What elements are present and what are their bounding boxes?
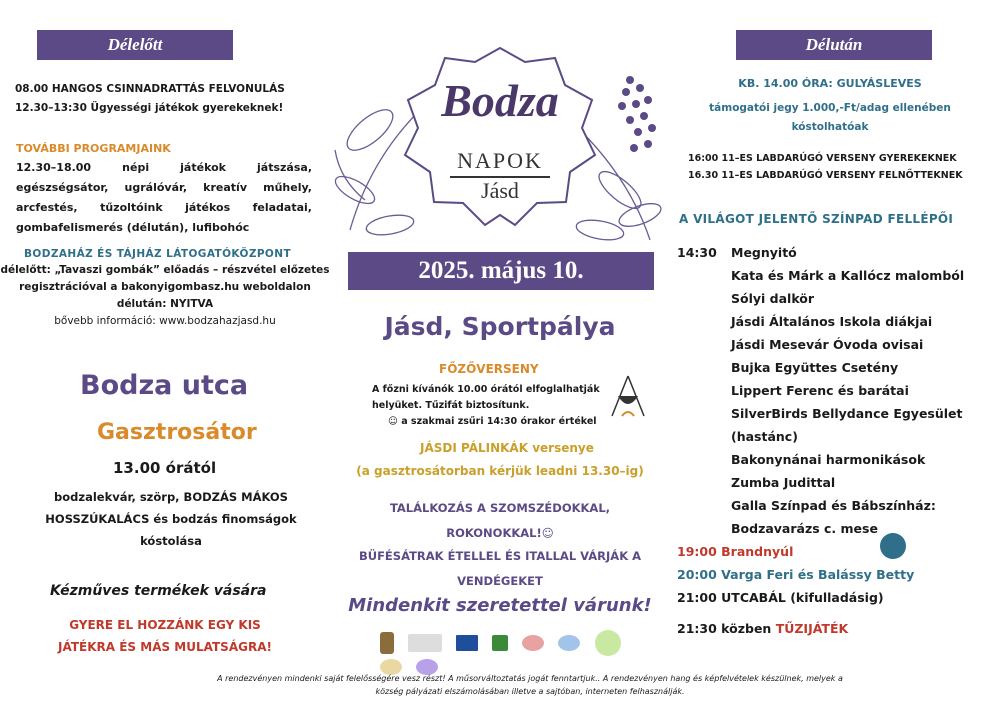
palinka-contest-title: JÁSDI PÁLINKÁK versenye [420,441,594,455]
footer-disclaimer: A rendezvényen mindenki saját felelősségére vesz részt! A műsorváltoztatás jogát fenntartjuk.. A rendezvényen hang és képfelvételek készülnek, melyek a község pályázati elszámolásában illetve a sajtóban, interneten felhasználják. [217,674,843,696]
eu-fund-logo [408,634,442,652]
cooking-contest-title: FŐZŐVERSENY [439,362,539,376]
buffet-text: BÜFÉSÁTRAK ÉTELLEL ÉS ITALLAL VÁRJÁK A VENDÉGEKET [358,549,642,588]
evening-row: 19:00 Brandnyúl [677,544,794,559]
partner-logo-1 [522,635,544,651]
elderberry-cluster-right [618,76,656,152]
crafts-title: Kézműves termékek vására [50,583,267,599]
gastro-description: bodzalekvár, szörp, BODZÁS MÁKOS HOSSZÚKALÁCS és bodzás finomságok kóstolása [45,490,297,548]
more-programs-text: 12.30–18.00 népi játékok játszása, egészségsátor, ugrálóvár, kreatív műhely, arcfestés, tűzoltóink játékos feladatai, gombafelismerés (délután), lufibohóc [16,161,312,234]
invite-text: GYERE EL HOZZÁNK EGY KIS JÁTÉKRA ÉS MÁS MULATSÁGRA! [58,618,272,654]
evening-row: 21:30 közben TŰZIJÁTÉK [677,621,849,636]
nature-park-logo [880,533,906,559]
more-programs-title: TOVÁBBI PROGRAMJAINK [16,142,171,155]
stage-row: Sólyi dalkör [731,291,815,306]
stage-row: Galla Színpad és Bábszínház: [731,498,936,513]
venue: Jásd, Sportpálya [384,312,616,341]
stage-program [677,241,987,640]
stage-row: Bodzavarázs c. mese [731,521,878,536]
morning-program: 08.00 HANGOS CSINNADRATTÁS FELVONULÁS 12.30–13:30 Ügyességi játékok gyerekeknek! [15,83,285,114]
stage-row: Bakonynánai harmonikások [731,452,926,467]
evening-row: 21:00 UTCABÁL (kifulladásig) [677,590,884,605]
partner-logo-2 [558,635,580,651]
stage-row: (hastánc) [731,429,798,444]
evening-row: 20:00 Varga Feri és Balássy Betty [677,567,915,582]
stage-row: Lippert Ferenc és barátai [731,383,909,398]
logo-title: Bodza [441,75,559,126]
afternoon-header: Délután [736,30,932,60]
stage-row: Zumba Judittal [731,475,836,490]
stage-row: Bujka Együttes Csetény [731,360,899,375]
eu-flag-icon [456,635,478,651]
gastro-time: 13.00 órától [113,459,217,477]
sponsor-logos [380,630,660,664]
bodza-logo [330,40,670,250]
street-title: Bodza utca [80,370,249,401]
stage-row: Jásdi Általános Iskola diákjai [731,314,933,329]
cooking-contest-info: A főzni kívánók 10.00 órától elfoglalhatják helyüket. Tűzifát biztosítunk. ☺ a szakmai zsűri 14:30 órakor értékel [372,384,600,427]
ticket-text: támogatói jegy 1.000,-Ft/adag ellenében kóstolhatóak [709,102,951,133]
coat-of-arms-icon [380,632,394,654]
partner-logo-3 [595,630,621,656]
logo-subtitle: NAPOK [457,148,543,173]
visitor-center-title: BODZAHÁZ ÉS TÁJHÁZ LÁTOGATÓKÖZPONT [24,248,292,260]
event-date: 2025. május 10. [348,252,654,290]
leader-logo [492,635,508,651]
stage-row: 14:30 Megnyitó [677,245,797,260]
stage-row: SilverBirds Bellydance Egyesület [731,406,963,421]
visitor-center-info: délelőtt: „Tavaszi gombák” előadás – részvétel előzetes regisztrációval a bakonyigombasz.hu weboldalon délután: NYITVA bővebb információ: www.bodzahazjasd.hu [0,264,330,327]
football-program: 16:00 11–ES LABDARÚGÓ VERSENY GYEREKEKNEK 16.30 11–ES LABDARÚGÓ VERSENY FELNŐTTEKNEK [688,153,963,181]
stage-title: A VILÁGOT JELENTŐ SZÍNPAD FELLÉPŐI [679,212,954,226]
elderberry-illustration-left [331,103,420,238]
stage-row: Jásdi Mesevár Óvoda ovisai [731,337,924,352]
meet-text: TALÁLKOZÁS A SZOMSZÉDOKKAL, ROKONOKKAL!☺ [389,501,611,540]
palinka-contest-note: (a gasztrosátorban kérjük leadni 13.30–ig) [356,464,644,478]
cauldron-icon [608,372,648,420]
goulash-text: KB. 14.00 ÓRA: GULYÁSLEVES [738,77,922,90]
logo-place: Jásd [481,178,519,203]
morning-header: Délelőtt [37,30,233,60]
welcome-text: Mindenkit szeretettel várunk! [348,595,652,616]
stage-row: Kata és Márk a Kallócz malomból [731,268,965,283]
gastro-title: Gasztrosátor [97,420,257,445]
